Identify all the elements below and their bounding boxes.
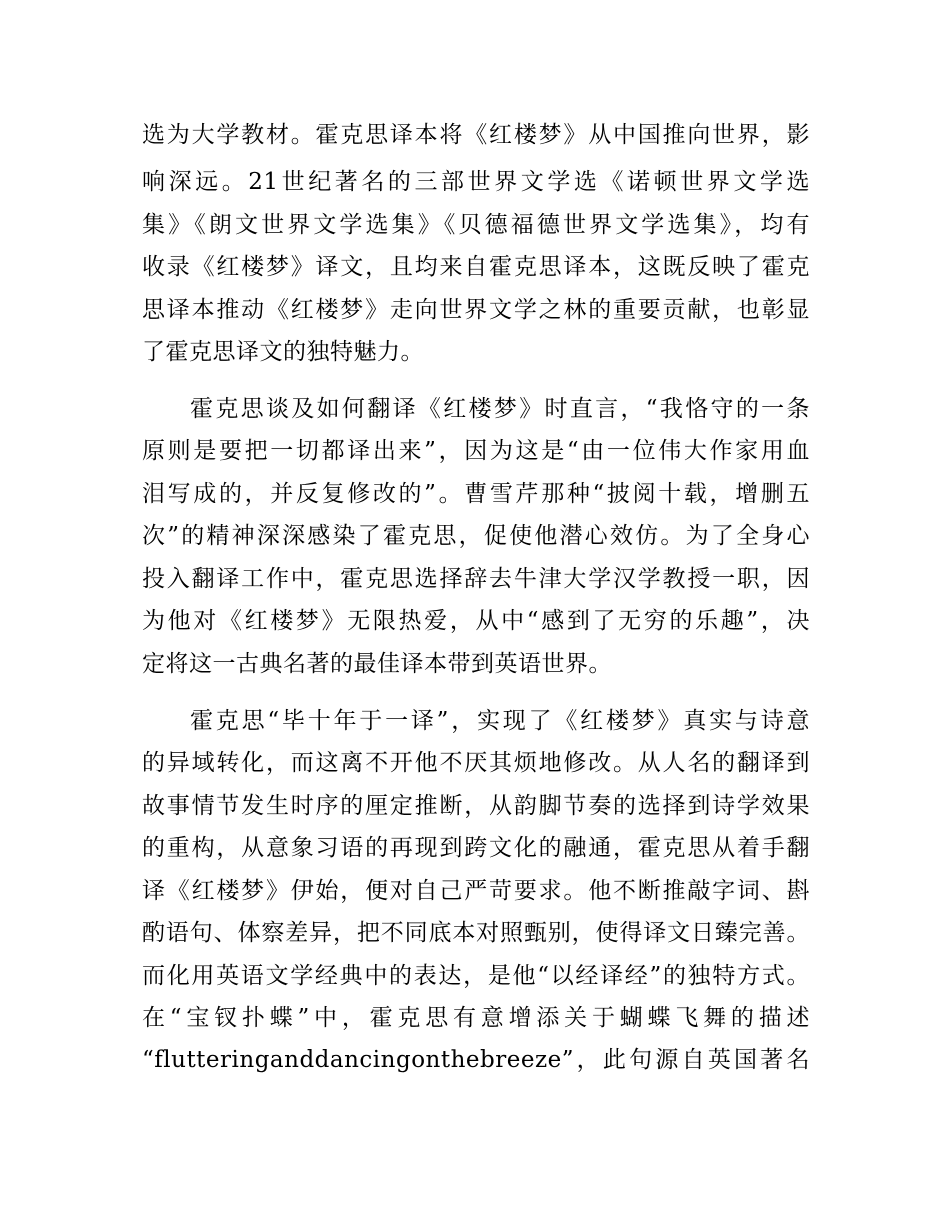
text-line: 的重构，从意象习语的再现到跨文化的融通，霍克思从着手翻 bbox=[142, 835, 810, 861]
text-line: 在“宝钗扑蝶”中，霍克思有意增添关于蝴蝶飞舞的描述 bbox=[142, 1005, 810, 1031]
text-line: 定将这一古典名著的最佳译本带到英语世界。 bbox=[142, 651, 612, 677]
text-line: 酌语句、体察差异，把不同底本对照甄别，使得译文日臻完善。 bbox=[142, 920, 810, 946]
text-line: 为他对《红楼梦》无限热爱，从中“感到了无穷的乐趣”，决 bbox=[142, 608, 810, 634]
paragraph-first-line: 霍克思“毕十年于一译”，实现了《红楼梦》真实与诗意 bbox=[190, 708, 810, 734]
text-line: 响深远。21世纪著名的三部世界文学选《诺顿世界文学选 bbox=[142, 169, 810, 195]
text-line: 故事情节发生时序的厘定推断，从韵脚节奏的选择到诗学效果 bbox=[142, 793, 810, 819]
text-line: 思译本推动《红楼梦》走向世界文学之林的重要贡献，也彰显 bbox=[142, 297, 810, 323]
text-line: 译《红楼梦》伊始，便对自己严苛要求。他不断推敲字词、斟 bbox=[142, 878, 810, 904]
text-line: 的异域转化，而这离不开他不厌其烦地修改。从人名的翻译到 bbox=[142, 750, 810, 776]
text-line: 次”的精神深深感染了霍克思，促使他潜心效仿。为了全身心 bbox=[142, 523, 810, 549]
text-line: 泪写成的，并反复修改的”。曹雪芹那种“披阅十载，增删五 bbox=[142, 481, 810, 507]
text-line: 收录《红楼梦》译文，且均来自霍克思译本，这既反映了霍克 bbox=[142, 254, 810, 280]
paragraph-first-line: 霍克思谈及如何翻译《红楼梦》时直言，“我恪守的一条 bbox=[190, 396, 810, 422]
text-line: 投入翻译工作中，霍克思选择辞去牛津大学汉学教授一职，因 bbox=[142, 566, 810, 592]
text-line: 原则是要把一切都译出来”，因为这是“由一位伟大作家用血 bbox=[142, 438, 810, 464]
text-line: 了霍克思译文的独特魅力。 bbox=[142, 339, 424, 365]
text-line: 选为大学教材。霍克思译本将《红楼梦》从中国推向世界，影 bbox=[142, 122, 810, 148]
text-line: 而化用英语文学经典中的表达，是他“以经译经”的独特方式。 bbox=[142, 963, 810, 989]
text-line: 集》《朗文世界文学选集》《贝德福德世界文学选集》，均有 bbox=[142, 212, 810, 238]
text-line: “flutteringanddancingonthebreeze”，此句源自英国著名 bbox=[142, 1047, 810, 1073]
